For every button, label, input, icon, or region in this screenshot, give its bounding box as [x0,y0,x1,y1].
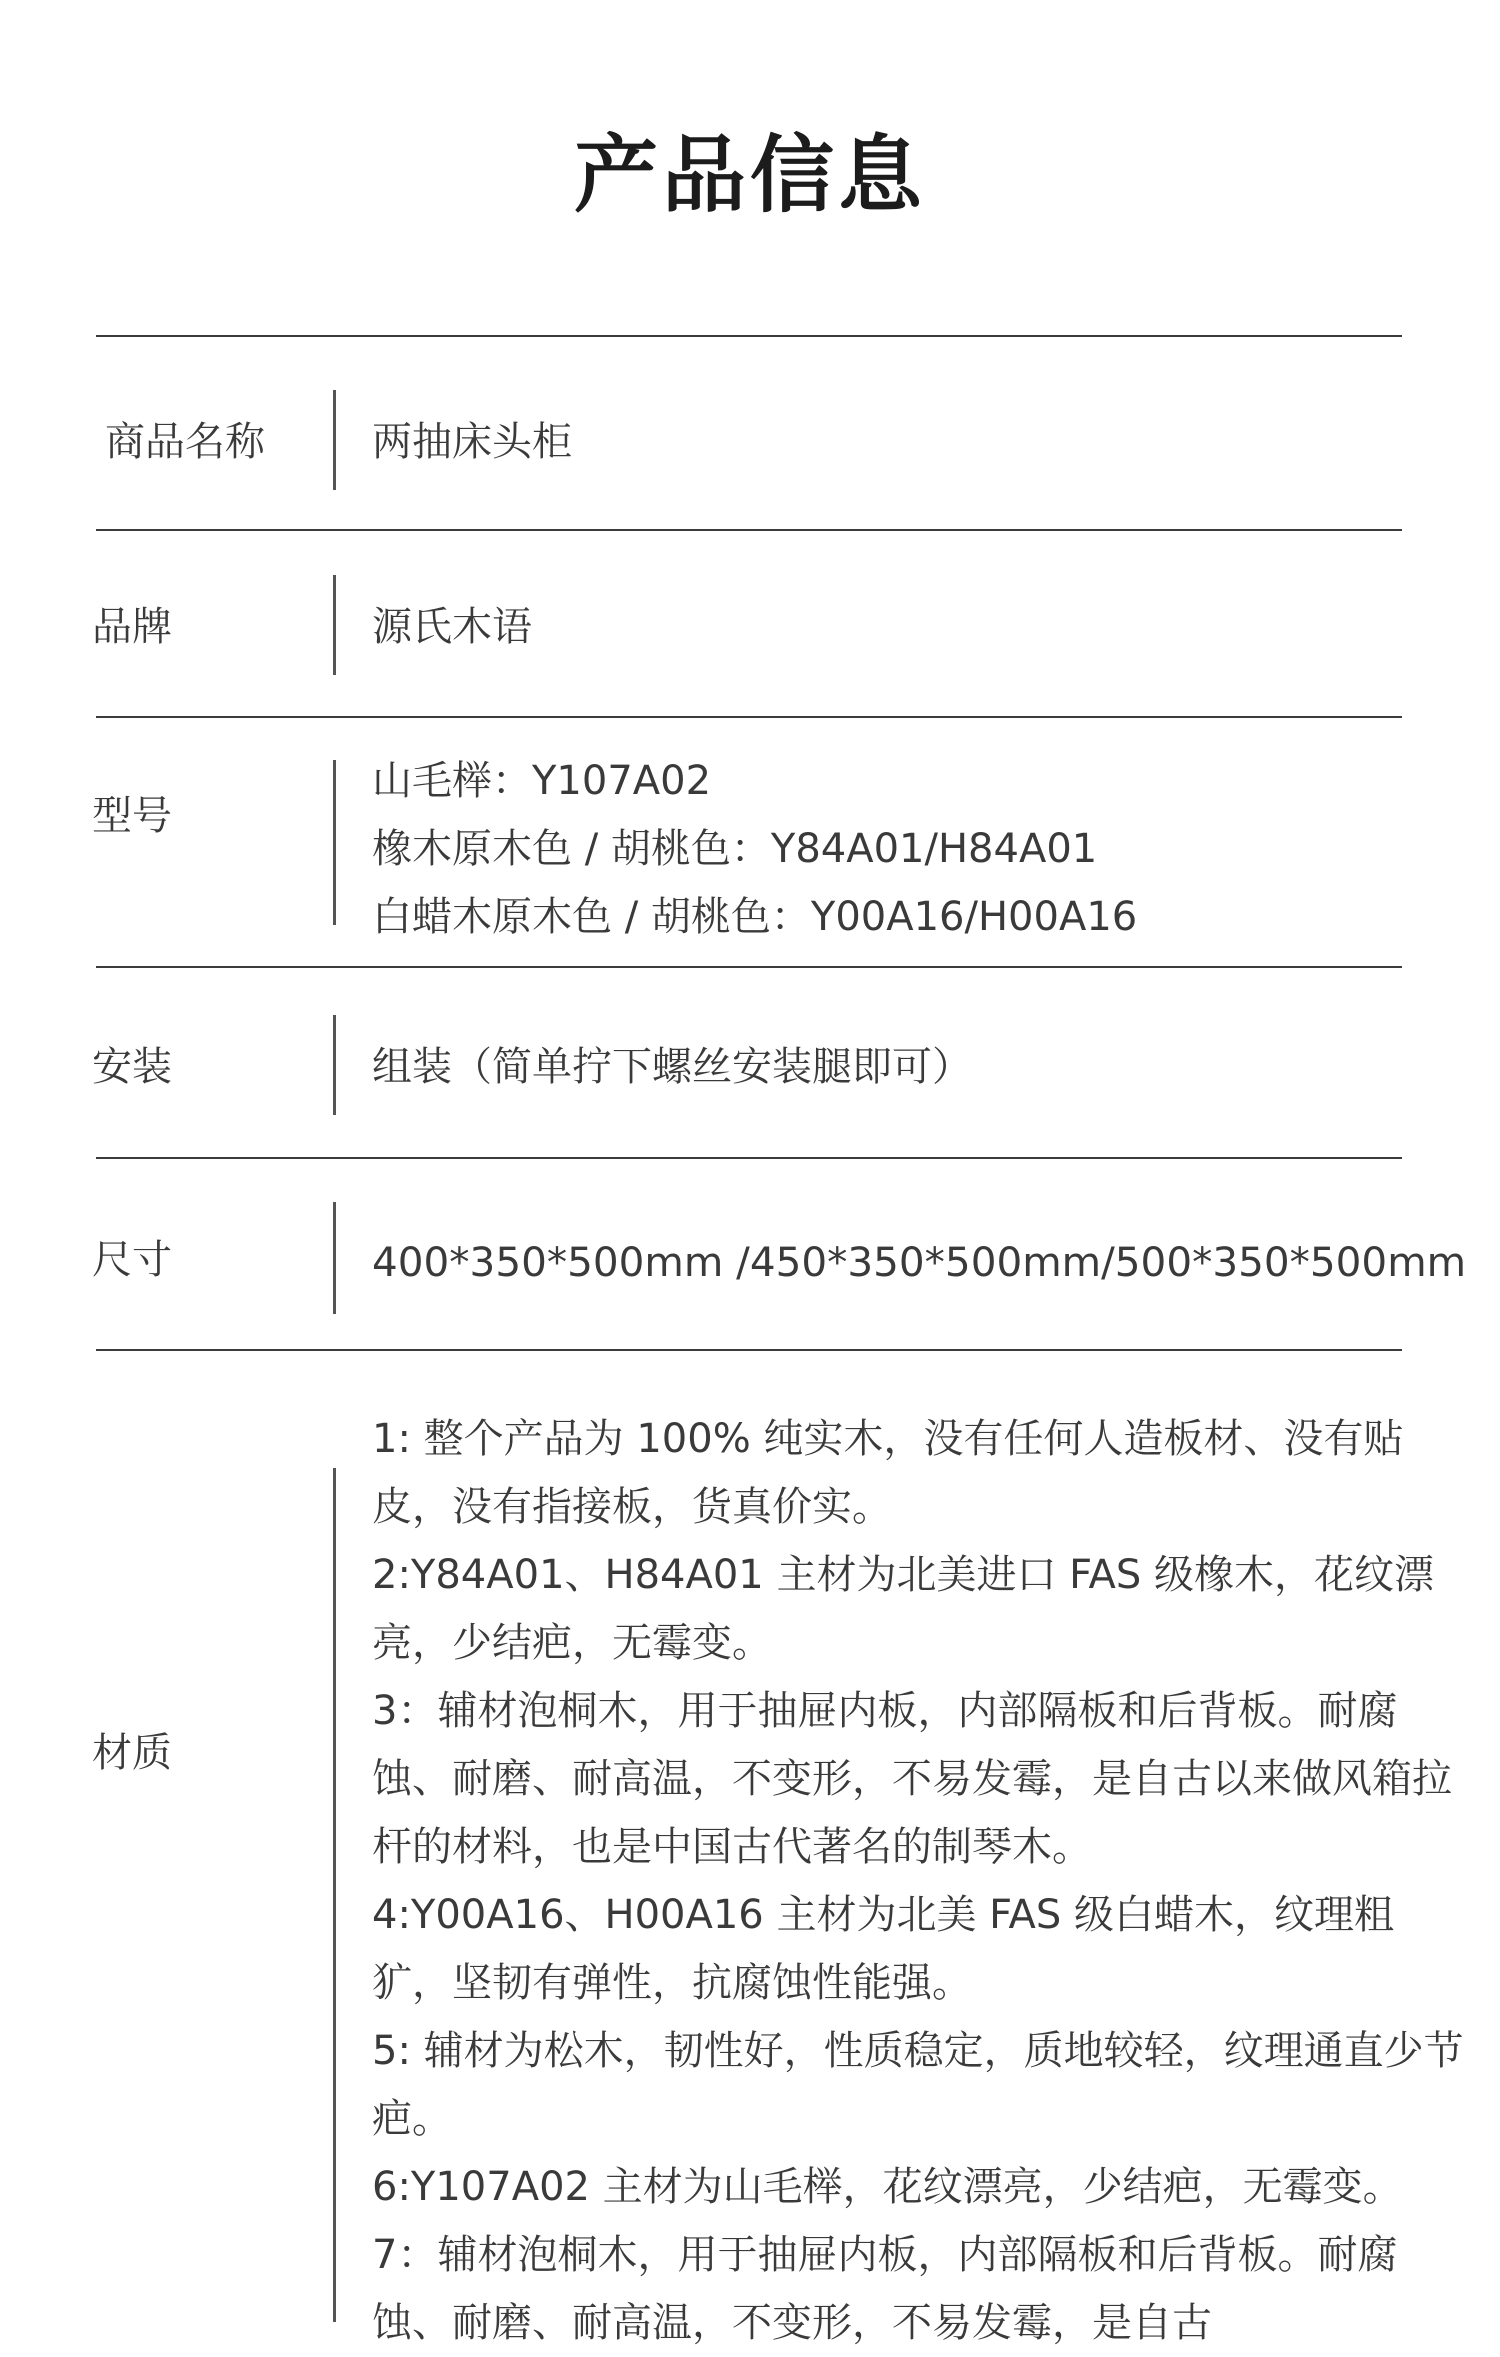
column-divider [333,390,336,490]
row-value-installation [372,1033,972,1101]
table-top-divider [96,335,1402,337]
material-paragraph: 2:Y84A01、H84A01 主材为北美进口 FAS 级橡木，花纹漂亮，少结疤，无霉变。 [372,1552,1434,1666]
value-line: 400*350*500mm /450*350*500mm/500*350*500mm [372,1238,1467,1286]
value-line: 两抽床头柜 [372,419,572,465]
material-paragraph: 1: 整个产品为 100% 纯实木，没有任何人造板材、没有贴皮，没有指接板，货真价实。 [372,1416,1404,1530]
row-divider [96,529,1402,531]
material-paragraph: 6:Y107A02 主材为山毛榉，花纹漂亮，少结疤，无霉变。 [372,2164,1403,2210]
value-line: 山毛榉：Y107A02 [372,758,712,804]
material-paragraph: 5: 辅材为松木，韧性好，性质稳定，质地较轻，纹理通直少节疤。 [372,2028,1464,2142]
row-value-product-name [372,408,572,476]
column-divider [333,1015,336,1115]
material-paragraph: 3：辅材泡桐木，用于抽屉内板，内部隔板和后背板。耐腐蚀、耐磨、耐高温，不变形，不易发霉，是自古以来做风箱拉杆的材料，也是中国古代著名的制琴木。 [372,1688,1452,1870]
row-value-material [372,1405,1467,2357]
row-divider [96,1157,1402,1159]
column-divider [333,575,336,675]
row-label-material: 材质 [92,1730,172,1776]
row-value-size [372,1228,1466,1296]
page-title: 产品信息 [573,126,926,224]
value-line: 组装（简单拧下螺丝安装腿即可） [372,1044,972,1090]
row-value-brand [372,593,532,661]
material-paragraph: 4:Y00A16、H00A16 主材为北美 FAS 级白蜡木，纹理粗犷，坚韧有弹性，抗腐蚀性能强。 [372,1892,1394,2006]
row-divider [96,1349,1402,1351]
row-label-size: 尺寸 [92,1237,172,1283]
row-value-model [372,747,1137,951]
value-line: 白蜡木原木色 / 胡桃色：Y00A16/H00A16 [372,894,1138,940]
value-line: 橡木原木色 / 胡桃色：Y84A01/H84A01 [372,826,1098,872]
column-divider [333,1468,336,2322]
row-label-model: 型号 [92,793,172,839]
column-divider [333,1202,336,1314]
row-label-installation: 安装 [92,1044,172,1090]
row-label-product-name: 商品名称 [105,419,265,465]
row-label-brand: 品牌 [92,604,172,650]
material-paragraph: 7：辅材泡桐木，用于抽屉内板，内部隔板和后背板。耐腐蚀、耐磨、耐高温，不变形，不易发霉，是自古 [372,2232,1398,2346]
column-divider [333,760,336,925]
row-divider [96,716,1402,718]
row-divider [96,966,1402,968]
value-line: 源氏木语 [372,604,532,650]
